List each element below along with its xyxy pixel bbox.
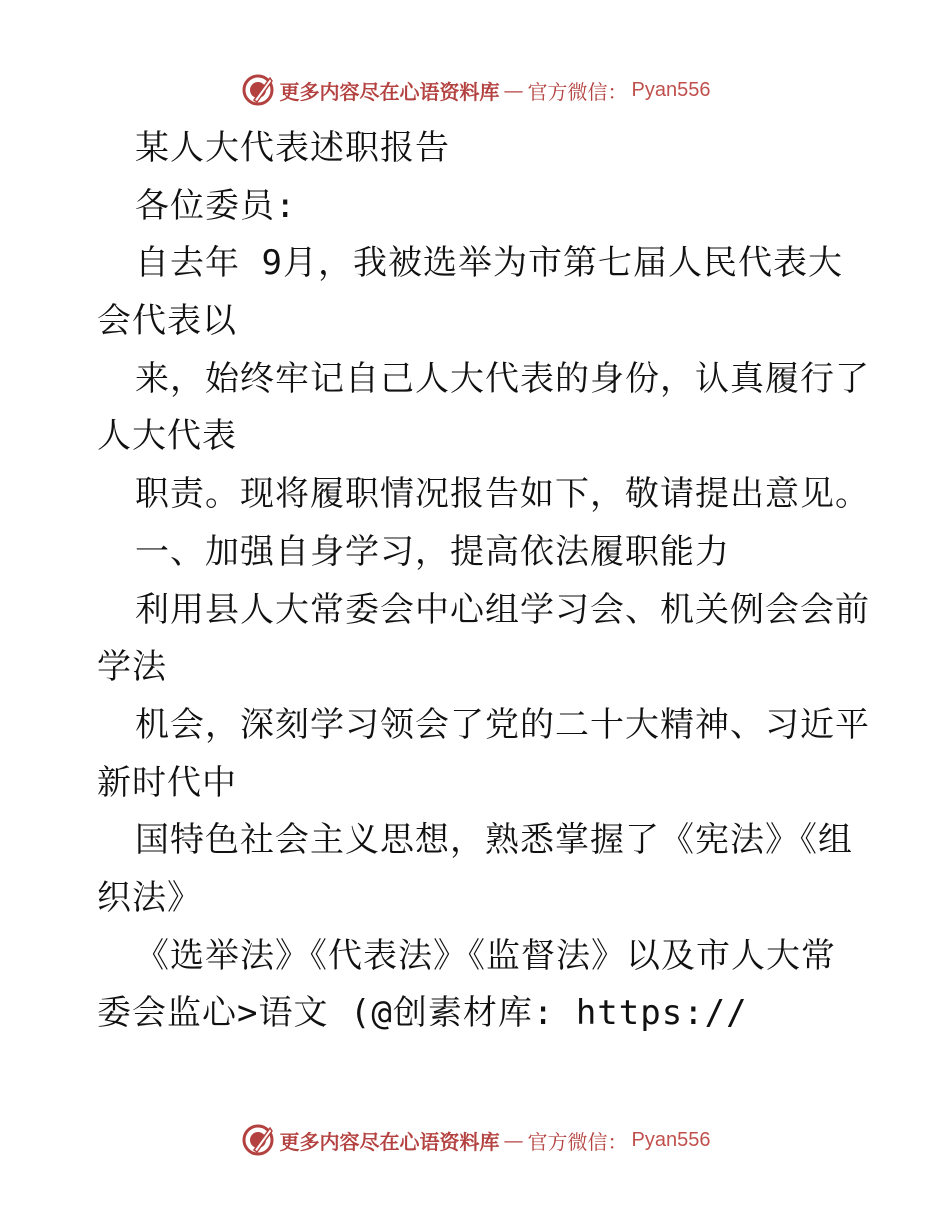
paragraph-line: 机会，深刻学习领会了党的二十大精神、习近平 — [135, 704, 870, 745]
paragraph-line: 会代表以 — [97, 301, 237, 342]
pen-logo-icon — [240, 72, 276, 108]
watermark-dash: — — [503, 1128, 524, 1152]
watermark-id: Pyan556 — [631, 1128, 711, 1151]
paragraph-line: 新时代中 — [97, 762, 237, 803]
paragraph-line: 《选举法》《代表法》《监督法》以及市人大常 — [135, 935, 836, 976]
paragraph-line: 织法》 — [97, 877, 202, 918]
paragraph-line: 学法 — [97, 647, 167, 688]
section-heading: 一、加强自身学习，提高依法履职能力 — [135, 531, 730, 572]
paragraph-line: 国特色社会主义思想，熟悉掌握了《宪法》《组 — [135, 820, 853, 861]
watermark-sub-text: 官方微信： — [527, 1129, 628, 1154]
paragraph-line: 委会监心>语文 (@创素材库: https:// — [97, 993, 748, 1034]
pen-logo-icon — [240, 1122, 276, 1158]
paragraph-line: 职责。现将履职情况报告如下，敬请提出意见。 — [135, 474, 870, 515]
watermark-id: Pyan556 — [631, 78, 711, 101]
watermark-dash: — — [503, 78, 524, 102]
watermark-main-text: 更多内容尽在心语资料库 — [279, 79, 500, 104]
paragraph-line: 利用县人大常委会中心组学习会、机关例会会前 — [135, 589, 870, 630]
header-watermark — [0, 70, 950, 110]
paragraph-line: 来，始终牢记自己人大代表的身份，认真履行了 — [135, 358, 870, 399]
watermark-main-text: 更多内容尽在心语资料库 — [279, 1129, 500, 1154]
document-title: 某人大代表述职报告 — [135, 128, 450, 168]
watermark-sub-text: 官方微信： — [527, 79, 628, 104]
document-body — [97, 120, 870, 1043]
footer-watermark — [0, 1120, 950, 1160]
salutation: 各位委员: — [135, 185, 297, 226]
paragraph-line: 自去年 9月，我被选举为市第七届人民代表大 — [135, 243, 843, 284]
paragraph-line: 人大代表 — [97, 416, 237, 457]
